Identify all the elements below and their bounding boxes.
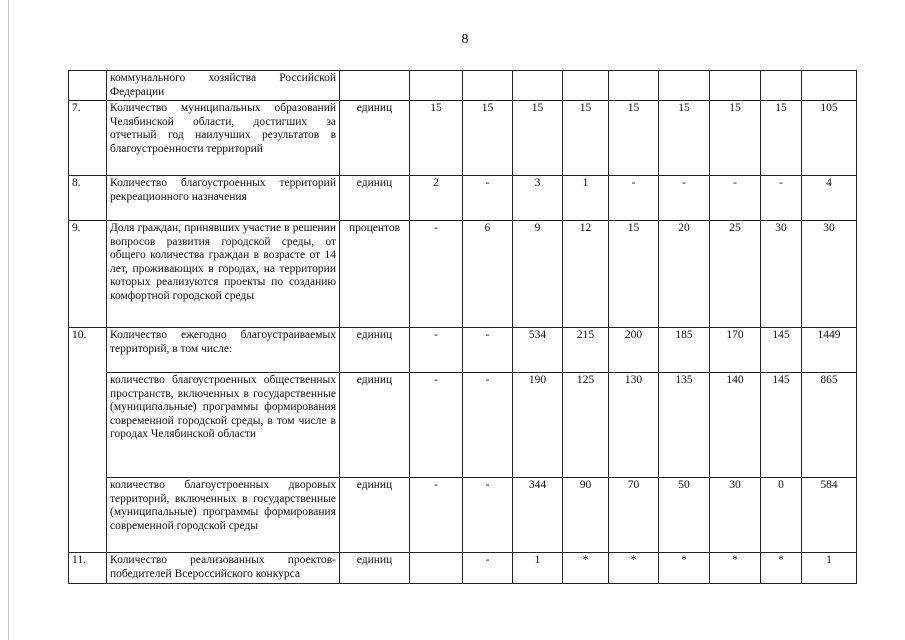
value-cell: - [410, 478, 463, 553]
value-cell: 125 [563, 373, 609, 478]
value-cell: - [463, 373, 513, 478]
total-cell [802, 71, 857, 101]
total-cell: 584 [802, 478, 857, 553]
value-cell [563, 71, 609, 101]
row-number: 8. [69, 176, 107, 221]
value-cell: 9 [513, 221, 563, 328]
value-cell [410, 71, 463, 101]
value-cell: 15 [513, 101, 563, 176]
value-cell: 190 [513, 373, 563, 478]
value-cell: 200 [609, 328, 659, 373]
value-cell: * [563, 553, 609, 584]
unit-cell: единиц [340, 553, 410, 584]
value-cell: - [463, 328, 513, 373]
value-cell: 15 [609, 101, 659, 176]
row-number: 10. [69, 328, 107, 553]
value-cell: 135 [659, 373, 710, 478]
value-cell: * [609, 553, 659, 584]
value-cell: 145 [761, 373, 802, 478]
value-cell: 1 [513, 553, 563, 584]
unit-cell: единиц [340, 373, 410, 478]
value-cell: 15 [563, 101, 609, 176]
value-cell: - [710, 176, 761, 221]
value-cell: 30 [761, 221, 802, 328]
value-cell: 15 [410, 101, 463, 176]
indicators-table [68, 70, 857, 584]
value-cell [463, 71, 513, 101]
table-row [69, 373, 857, 478]
total-cell: 865 [802, 373, 857, 478]
total-cell: 1449 [802, 328, 857, 373]
value-cell: 170 [710, 328, 761, 373]
value-cell: 30 [710, 478, 761, 553]
value-cell: 145 [761, 328, 802, 373]
value-cell: 15 [761, 101, 802, 176]
value-cell: - [659, 176, 710, 221]
value-cell [410, 553, 463, 584]
indicator-description: количество благоустроенных общественных пространств, включенных в государственные (муниципальные) программы формирования современной городской среды, в том числе в городах Челябинской области [107, 373, 340, 478]
table-row [69, 71, 857, 101]
unit-cell [340, 71, 410, 101]
unit-cell: единиц [340, 478, 410, 553]
value-cell: 0 [761, 478, 802, 553]
value-cell [761, 71, 802, 101]
unit-cell: единиц [340, 328, 410, 373]
value-cell: 70 [609, 478, 659, 553]
value-cell: 15 [659, 101, 710, 176]
indicator-description: Доля граждан, принявших участие в решении вопросов развития городской среды, от общего количества граждан в возрасте от 14 лет, проживающих в городах, на территории которых реализуются проекты по созданию комфортной городской среды [107, 221, 340, 328]
value-cell: 2 [410, 176, 463, 221]
row-number: 11. [69, 553, 107, 584]
table-row [69, 328, 857, 373]
indicator-description: Количество реализованных проектов-победителей Всероссийского конкурса [107, 553, 340, 584]
total-cell: 30 [802, 221, 857, 328]
value-cell [609, 71, 659, 101]
unit-cell: единиц [340, 176, 410, 221]
value-cell: 534 [513, 328, 563, 373]
value-cell: 15 [609, 221, 659, 328]
unit-cell: процентов [340, 221, 410, 328]
value-cell [513, 71, 563, 101]
value-cell: - [410, 328, 463, 373]
unit-cell: единиц [340, 101, 410, 176]
value-cell: * [710, 553, 761, 584]
indicator-description: Количество муниципальных образований Челябинской области, достигших за отчетный год наилучших результатов в благоустроенности территорий [107, 101, 340, 176]
page-edge-line [8, 0, 9, 640]
row-number: 9. [69, 221, 107, 328]
value-cell: - [463, 478, 513, 553]
value-cell: 50 [659, 478, 710, 553]
value-cell: - [761, 176, 802, 221]
value-cell [659, 71, 710, 101]
value-cell: 15 [710, 101, 761, 176]
total-cell: 1 [802, 553, 857, 584]
table-row [69, 553, 857, 584]
value-cell: 6 [463, 221, 513, 328]
value-cell: 25 [710, 221, 761, 328]
value-cell: 3 [513, 176, 563, 221]
row-number [69, 71, 107, 101]
value-cell: 215 [563, 328, 609, 373]
indicator-description: количество благоустроенных дворовых территорий, включенных в государственные (муниципальные) программы формирования современной городской среды [107, 478, 340, 553]
value-cell: - [609, 176, 659, 221]
total-cell: 4 [802, 176, 857, 221]
table-row [69, 101, 857, 176]
table-row [69, 221, 857, 328]
total-cell: 105 [802, 101, 857, 176]
value-cell [710, 71, 761, 101]
table-row [69, 176, 857, 221]
value-cell: 344 [513, 478, 563, 553]
value-cell: 15 [463, 101, 513, 176]
value-cell: * [659, 553, 710, 584]
page-number: 8 [461, 32, 469, 47]
value-cell: * [761, 553, 802, 584]
value-cell: - [410, 373, 463, 478]
indicator-description: коммунального хозяйства Российской Федерации [107, 71, 340, 101]
value-cell: - [463, 553, 513, 584]
row-number: 7. [69, 101, 107, 176]
value-cell: 140 [710, 373, 761, 478]
value-cell: 12 [563, 221, 609, 328]
value-cell: 20 [659, 221, 710, 328]
value-cell: - [463, 176, 513, 221]
value-cell: 1 [563, 176, 609, 221]
table-row [69, 478, 857, 553]
value-cell: 185 [659, 328, 710, 373]
indicator-description: Количество благоустроенных территорий рекреационного назначения [107, 176, 340, 221]
value-cell: 90 [563, 478, 609, 553]
value-cell: - [410, 221, 463, 328]
value-cell: 130 [609, 373, 659, 478]
indicator-description: Количество ежегодно благоустраиваемых территорий, в том числе: [107, 328, 340, 373]
